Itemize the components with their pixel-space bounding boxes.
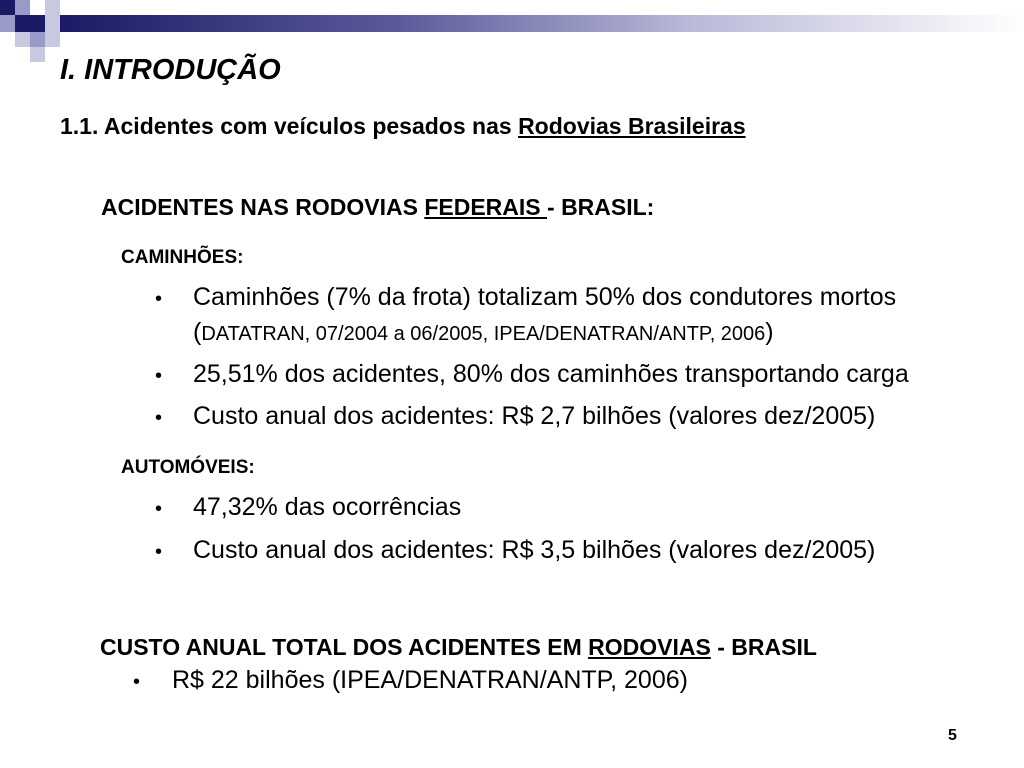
total-heading-suffix: - BRASIL [710,634,817,660]
federal-heading-underlined: FEDERAIS [424,194,548,220]
caminhoes-bullet-1: Caminhões (7% da frota) totalizam 50% dos condutores mortos [193,283,897,311]
deco-square-light-2 [45,15,60,32]
automoveis-bullet-2: Custo anual dos acidentes: R$ 3,5 bilhões (valores dez/2005) [193,536,876,564]
subtitle-text: 1.1. Acidentes com veículos pesados nas [60,113,519,139]
automoveis-label: AUTOMÓVEIS: [121,457,255,478]
header-gradient-bar [60,15,1024,32]
deco-square-light-3 [15,32,30,47]
caminhoes-bullet-1-source [193,318,774,347]
deco-square-lavender-2 [0,15,15,32]
total-heading-underlined: RODOVIAS [588,634,711,660]
federal-heading-suffix: - BRASIL: [547,194,655,220]
caminhoes-bullet-2: 25,51% dos acidentes, 80% dos caminhões transportando carga [193,360,909,388]
slide-subtitle [60,113,746,140]
bullet-marker: • [133,671,141,693]
bullet-marker: • [155,541,163,563]
total-heading-prefix: CUSTO ANUAL TOTAL DOS ACIDENTES EM [100,634,589,660]
bullet-marker: • [155,365,163,387]
federal-heading [101,194,654,221]
total-bullet: R$ 22 bilhões (IPEA/DENATRAN/ANTP, 2006) [172,666,688,694]
subtitle-underlined: Rodovias Brasileiras [518,113,746,139]
bullet-marker: • [155,498,163,520]
bullet-marker: • [155,407,163,429]
deco-square-navy-3 [30,15,45,32]
page-number: 5 [948,727,957,744]
deco-square-light-5 [30,47,45,62]
source-text: DATATRAN, 07/2004 a 06/2005, IPEA/DENATRAN/ANTP, 2006 [201,323,766,345]
deco-square-light-1 [45,0,60,15]
source-paren-open: ( [193,318,202,346]
deco-square-lavender-3 [30,32,45,47]
deco-square-navy-1 [0,0,15,15]
deco-square-navy-2 [15,15,30,32]
source-paren-close: ) [765,318,774,346]
total-heading [100,634,817,661]
federal-heading-prefix: ACIDENTES NAS RODOVIAS [101,194,425,220]
automoveis-bullet-1: 47,32% das ocorrências [193,493,462,521]
bullet-marker: • [155,288,163,310]
caminhoes-bullet-3: Custo anual dos acidentes: R$ 2,7 bilhões (valores dez/2005) [193,402,876,430]
deco-square-lavender-1 [15,0,30,15]
deco-square-light-4 [45,32,60,47]
slide-title: I. INTRODUÇÃO [60,54,281,86]
caminhoes-label: CAMINHÕES: [121,247,244,268]
